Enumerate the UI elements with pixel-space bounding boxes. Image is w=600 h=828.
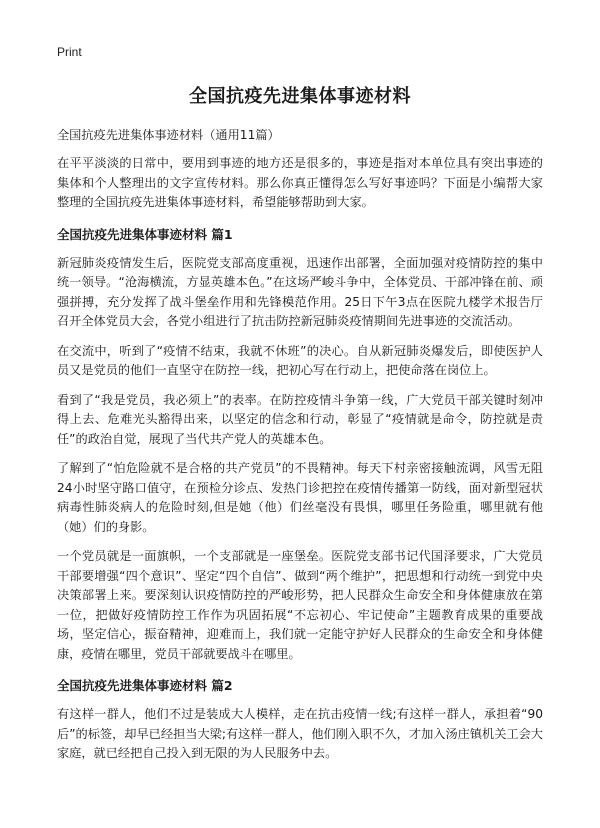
section-paragraph: 有这样一群人，他们不过是装成大人模样，走在抗击疫情一线;有这样一群人，承担着“90后”的标签，却早已经担当大梁;有这样一群人，他们刚入职不久，才加入汤庄镇机关工会大家庭，就已经把自己投入到无限的为人民服务中去。 bbox=[57, 707, 543, 760]
section-paragraph: 在交流中，听到了“疫情不结束，我就不休班”的决心。自从新冠肺炎爆发后，即使医护人员又是党员的他们一直坚守在防控一线，把初心写在行动上，把使命落在岗位上。 bbox=[57, 343, 543, 377]
section-paragraph: 新冠肺炎疫情发生后，医院党支部高度重视，迅速作出部署，全面加强对疫情防控的集中统一领导。“沧海横流，方显英雄本色。”在这场严峻斗争中，全体党员、干部冲锋在前、顽强拼搏，充分发挥了战斗堡垒作用和先锋模范作用。25日下午3点在医院九楼学术报告厅召开全体党员大会，各党小组进行了抗击防控新冠肺炎疫情期间先进事迹的交流活动。 bbox=[57, 255, 543, 328]
section-paragraph: 了解到了“怕危险就不是合格的共产党员”的不畏精神。每天下村亲密接触流调，风雪无阻24小时坚守路口值守，在预检分诊点、发热门诊把控在疫情传播第一防线，面对新型冠状病毒性肺炎病人的危险时刻,但是她（他）们丝毫没有畏惧，哪里任务险重，哪里就有他（她）们的身影。 bbox=[57, 461, 543, 534]
section-paragraph: 一个党员就是一面旗帜，一个支部就是一座堡垒。医院党支部书记代国泽要求，广大党员干部要增强“四个意识”、坚定“四个自信”、做到“两个维护”，把思想和行动统一到党中央决策部署上来。要深刻认识疫情防控的严峻形势，把人民群众生命安全和身体健康放在第一位，把做好疫情防控工作作为巩固拓展“不忘初心、牢记使命”主题教育成果的重要战场，坚定信心，振奋精神，迎难而上，我们就一定能守护好人民群众的生命安全和身体健康，疫情在哪里，党员干部就要战斗在哪里。 bbox=[57, 549, 543, 661]
section-paragraph: 看到了“我是党员，我必须上”的表率。在防控疫情斗争第一线，广大党员干部关键时刻冲得上去、危难光头豁得出来，以坚定的信念和行动，彰显了“疫情就是命令，防控就是责任”的政治自觉，展现了当代共产党人的英雄本色。 bbox=[57, 392, 543, 446]
document-title: 全国抗疫先进集体事迹材料 bbox=[189, 86, 411, 107]
section-2 bbox=[57, 677, 543, 764]
section-heading: 全国抗疫先进集体事迹材料 篇2 bbox=[57, 678, 233, 693]
section-1 bbox=[57, 226, 543, 665]
print-link[interactable]: Print bbox=[57, 45, 82, 59]
section-heading: 全国抗疫先进集体事迹材料 篇1 bbox=[57, 226, 233, 242]
document-subtitle: 全国抗疫先进集体事迹材料（通用11篇） bbox=[57, 128, 280, 142]
intro-paragraph: 在平平淡淡的日常中，要用到事迹的地方还是很多的，事迹是指对本单位具有突出事迹的集体和个人整理出的文字宣传材料。那么你真正懂得怎么写好事迹吗？下面是小编帮大家整理的全国抗疫先进集体事迹材料，希望能够帮助到大家。 bbox=[57, 156, 543, 209]
